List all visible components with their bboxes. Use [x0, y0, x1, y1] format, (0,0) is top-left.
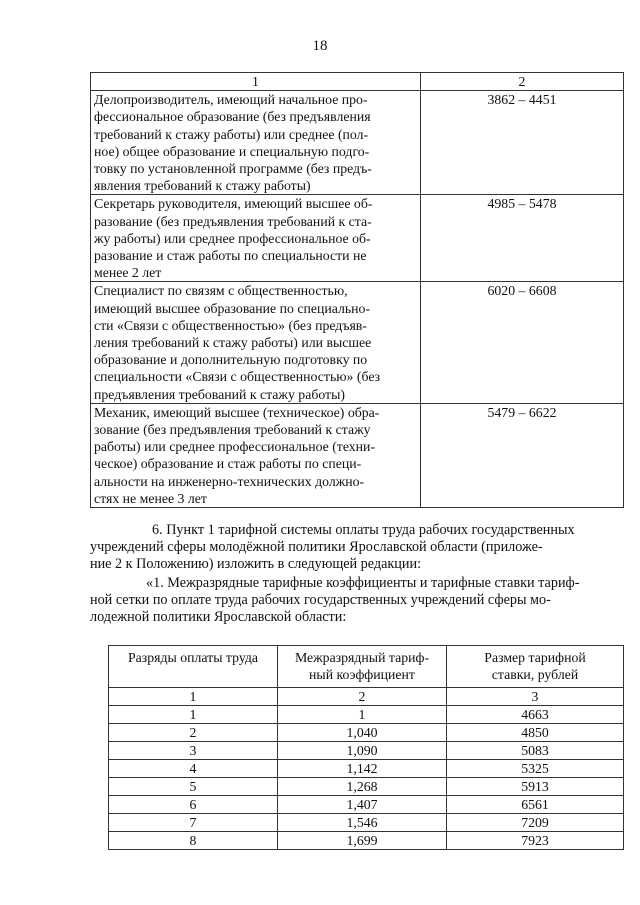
column-header-salary: 2: [421, 73, 624, 91]
text-line: требований к стажу работы) или среднее (пол-: [94, 126, 369, 142]
table-row: [91, 282, 624, 403]
salary-range: 6020 – 6608: [421, 282, 624, 403]
text-line: образование и дополнительную подготовку по: [94, 352, 368, 368]
text-line: Специалист по связям с общественностью,: [94, 283, 348, 299]
table-cell: 3: [447, 688, 624, 706]
text-line: фессиональное образование (без предъявления: [94, 109, 371, 125]
table-cell: 1: [109, 688, 278, 706]
coefficient-cell: 1,546: [278, 814, 447, 832]
grade-cell: 2: [109, 724, 278, 742]
column-header-rate: [447, 646, 624, 688]
header-line: ставки, рублей: [491, 667, 579, 682]
coefficient-cell: 1,407: [278, 796, 447, 814]
paragraph-quote: [90, 575, 624, 626]
table-row: [109, 814, 624, 832]
coefficient-cell: 1,142: [278, 760, 447, 778]
text-line: 6. Пункт 1 тарифной системы оплаты труда рабочих государственных: [152, 522, 575, 538]
text-line: имеющий высшее образование по специально-: [94, 300, 371, 316]
grade-cell: 3: [109, 742, 278, 760]
table-row: [109, 742, 624, 760]
text-line: зование (без предъявления требований к стажу: [94, 422, 371, 438]
column-header-coefficient: [278, 646, 447, 688]
positions-salary-table: [90, 72, 624, 508]
page-number: 18: [312, 38, 328, 54]
text-line: работы) или среднее профессиональное (техни-: [94, 439, 376, 455]
rate-cell: 7209: [447, 814, 624, 832]
table-row: [109, 778, 624, 796]
table-row: [91, 403, 624, 507]
text-line: альности на инженерно-технических должно-: [94, 473, 365, 489]
text-line: разование и стаж работы по специальности не: [94, 248, 367, 264]
text-line: специальности «Связи с общественностью» (без: [94, 369, 381, 385]
text-line: учреждений сферы молодёжной политики Ярославской области (приложе-: [90, 539, 543, 555]
text-line: «1. Межразрядные тарифные коэффициенты и тарифные ставки тариф-: [146, 575, 580, 591]
rate-cell: 4850: [447, 724, 624, 742]
text-line: ние 2 к Положению) изложить в следующей редакции:: [90, 556, 422, 572]
table-row: [109, 760, 624, 778]
position-description: [91, 403, 421, 507]
paragraph-6: [90, 522, 624, 573]
header-line: ный коэффициент: [309, 667, 415, 682]
grade-cell: 4: [109, 760, 278, 778]
coefficient-cell: 1,699: [278, 832, 447, 850]
text-line: явления требований к стажу работы): [94, 178, 311, 194]
table-row: [91, 91, 624, 195]
rate-cell: 7923: [447, 832, 624, 850]
table-row: [91, 195, 624, 282]
salary-range: 3862 – 4451: [421, 91, 624, 195]
table-header-row: [109, 646, 624, 688]
text-line: Делопроизводитель, имеющий начальное про-: [94, 92, 368, 108]
tariff-coefficients-table: [108, 645, 624, 850]
table-cell: 2: [278, 688, 447, 706]
table-row: [109, 724, 624, 742]
salary-range: 4985 – 5478: [421, 195, 624, 282]
text-line: ления требований к стажу работы) или высшее: [94, 335, 372, 351]
coefficient-cell: 1,268: [278, 778, 447, 796]
table-row: [109, 706, 624, 724]
coefficient-cell: 1: [278, 706, 447, 724]
text-line: жу работы) или среднее профессиональное об-: [94, 230, 371, 246]
rate-cell: 5083: [447, 742, 624, 760]
coefficient-cell: 1,040: [278, 724, 447, 742]
text-line: Секретарь руководителя, имеющий высшее об-: [94, 196, 373, 212]
table-index-row: [109, 688, 624, 706]
text-line: менее 2 лет: [94, 265, 162, 281]
header-line: Межразрядный тариф-: [294, 650, 430, 665]
text-line: стях не менее 3 лет: [94, 490, 207, 506]
table-row: [109, 832, 624, 850]
table-row: [109, 796, 624, 814]
coefficient-cell: 1,090: [278, 742, 447, 760]
grade-cell: 6: [109, 796, 278, 814]
text-line: разование (без предъявления требований к ста-: [94, 213, 372, 229]
grade-cell: 8: [109, 832, 278, 850]
text-line: лодежной политики Ярославской области:: [90, 609, 347, 625]
grade-cell: 1: [109, 706, 278, 724]
text-line: сти «Связи с общественностью» (без предъяв-: [94, 317, 367, 333]
text-line: предъявления требований к стажу работы): [94, 386, 345, 402]
text-line: Механик, имеющий высшее (техническое) обра-: [94, 404, 380, 420]
rate-cell: 6561: [447, 796, 624, 814]
text-line: ной сетки по оплате труда рабочих государственных учреждений сферы мо-: [90, 592, 551, 608]
column-header-grade: [109, 646, 278, 688]
header-line: Разряды оплаты труда: [128, 650, 258, 665]
text-line: ное) общее образование и специальную подго-: [94, 143, 370, 159]
grade-cell: 7: [109, 814, 278, 832]
rate-cell: 5325: [447, 760, 624, 778]
rate-cell: 4663: [447, 706, 624, 724]
position-description: [91, 282, 421, 403]
text-line: ческое) образование и стаж работы по специ-: [94, 456, 362, 472]
text-line: товку по установленной программе (без предъ-: [94, 161, 372, 177]
rate-cell: 5913: [447, 778, 624, 796]
table-header-row: [91, 73, 624, 91]
header-line: Размер тарифной: [484, 650, 586, 665]
position-description: [91, 195, 421, 282]
salary-range: 5479 – 6622: [421, 403, 624, 507]
column-header-position: 1: [91, 73, 421, 91]
position-description: [91, 91, 421, 195]
grade-cell: 5: [109, 778, 278, 796]
